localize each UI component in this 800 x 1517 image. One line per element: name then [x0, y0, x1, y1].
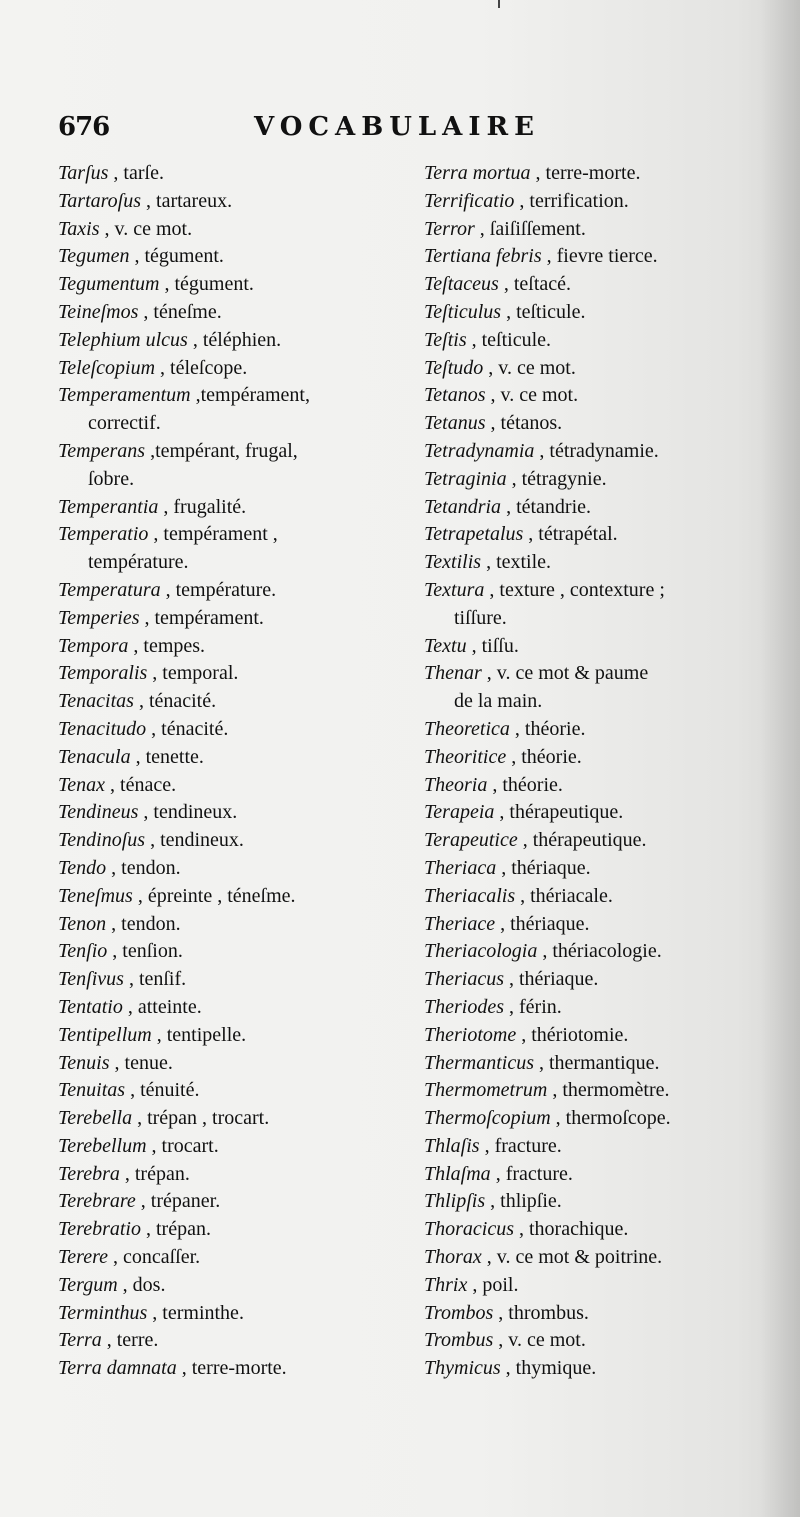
entry-term: Trombus	[424, 1329, 494, 1352]
entry-term: Temperies	[58, 606, 140, 629]
entry-term: Tertiana febris	[424, 245, 542, 268]
entry-definition: , thériotomie.	[521, 1023, 629, 1046]
entry-definition: , ténacité.	[138, 690, 217, 713]
dictionary-entry	[58, 299, 398, 327]
entry-definition: , teſticule.	[506, 300, 586, 323]
entry-definition: , thériacale.	[520, 884, 613, 907]
right-column	[424, 160, 760, 1383]
entry-term: Teneſmus	[58, 884, 133, 907]
dictionary-entry	[58, 827, 398, 855]
dictionary-entry	[424, 1050, 760, 1078]
dictionary-entry	[424, 1133, 760, 1161]
entry-term: Telephium ulcus	[58, 328, 188, 351]
dictionary-entry	[58, 327, 398, 355]
entry-definition: , ſaiſiſſement.	[479, 217, 586, 240]
entry-term: Tegumen	[58, 245, 130, 268]
dictionary-entry	[58, 160, 398, 188]
entry-continuation: ſobre.	[88, 467, 135, 490]
entry-definition: , tempes.	[133, 634, 206, 657]
entry-definition: , v. ce mot & poitrine.	[486, 1246, 663, 1269]
entry-definition: , tétanos.	[490, 412, 563, 435]
entry-term: Theriacalis	[424, 884, 516, 907]
dictionary-entry	[424, 410, 760, 438]
entry-term: Theriace	[424, 912, 496, 935]
dictionary-entry	[424, 1355, 760, 1383]
dictionary-entry	[424, 160, 760, 188]
entry-definition: , v. ce mot.	[104, 217, 193, 240]
entry-term: Terra damnata	[58, 1357, 177, 1380]
entry-definition: , terre-morte.	[181, 1357, 287, 1380]
dictionary-entry	[58, 799, 398, 827]
entry-term: Teſticulus	[424, 300, 502, 323]
dictionary-entry	[424, 577, 760, 633]
entry-term: Theriacus	[424, 968, 504, 991]
entry-term: Tentipellum	[58, 1023, 152, 1046]
entry-term: Theriaca	[424, 856, 497, 879]
entry-definition: , terminthe.	[152, 1301, 244, 1324]
dictionary-entry	[424, 966, 760, 994]
entry-term: Thoracicus	[424, 1218, 514, 1241]
entry-definition: , tétandrie.	[506, 495, 592, 518]
entry-definition: , tégument.	[164, 273, 254, 296]
entry-term: Temperantia	[58, 495, 159, 518]
entry-term: Tempora	[58, 634, 129, 657]
dictionary-entry	[58, 1105, 398, 1133]
dictionary-entry	[424, 883, 760, 911]
dictionary-entry	[58, 1161, 398, 1189]
entry-definition: , v. ce mot.	[488, 356, 576, 379]
dictionary-entry	[58, 271, 398, 299]
dictionary-entry	[424, 299, 760, 327]
entry-definition: , tétrapétal.	[528, 523, 618, 546]
dictionary-entry	[58, 355, 398, 383]
entry-definition: , v. ce mot.	[490, 384, 579, 407]
entry-definition: , v. ce mot.	[498, 1329, 586, 1352]
entry-term: Tenſivus	[58, 968, 124, 991]
dictionary-entry	[424, 355, 760, 383]
entry-term: Tetandria	[424, 495, 502, 518]
entry-term: Tetrapetalus	[424, 523, 524, 546]
dictionary-entry	[58, 688, 398, 716]
entry-term: Tenſio	[58, 940, 108, 963]
dictionary-entry	[424, 243, 760, 271]
entry-definition: , thermantique.	[539, 1051, 660, 1074]
entry-term: Teleſcopium	[58, 356, 156, 379]
entry-definition: , textile.	[486, 551, 552, 574]
entry-definition: , ténuité.	[130, 1079, 200, 1102]
entry-definition: , tenue.	[114, 1051, 173, 1074]
entry-definition: , thymique.	[505, 1357, 597, 1380]
dictionary-entry	[58, 382, 398, 438]
dictionary-entry	[424, 327, 760, 355]
entry-definition: ,tempérament,	[195, 384, 310, 407]
entry-term: Terapeutice	[424, 829, 518, 852]
entry-term: Tetanus	[424, 412, 486, 435]
dictionary-entry	[58, 1077, 398, 1105]
entry-definition: , théorie.	[514, 717, 586, 740]
dictionary-entry	[58, 660, 398, 688]
entry-term: Tenacula	[58, 745, 131, 768]
entry-term: Terebra	[58, 1162, 120, 1185]
entry-term: Tendineus	[58, 801, 139, 824]
dictionary-entry	[58, 243, 398, 271]
entry-term: Tenacitudo	[58, 717, 147, 740]
entry-definition: , thrombus.	[498, 1301, 589, 1324]
dictionary-entry	[424, 633, 760, 661]
entry-term: Textura	[424, 578, 485, 601]
dictionary-entry	[58, 1327, 398, 1355]
dictionary-entry	[424, 382, 760, 410]
entry-definition: , atteinte.	[127, 995, 202, 1018]
dictionary-entry	[424, 772, 760, 800]
entry-definition: , concaſſer.	[113, 1246, 201, 1269]
dictionary-entry	[424, 494, 760, 522]
dictionary-entry	[58, 994, 398, 1022]
dictionary-entry	[424, 827, 760, 855]
entry-definition: , thériaque.	[501, 856, 591, 879]
dictionary-entry	[424, 994, 760, 1022]
entry-definition: , théorie.	[511, 745, 582, 768]
entry-definition: , tendineux.	[143, 801, 238, 824]
entry-definition: , férin.	[509, 995, 562, 1018]
dictionary-entry	[58, 1133, 398, 1161]
entry-term: Tegumentum	[58, 273, 160, 296]
entry-term: Tarſus	[58, 162, 109, 184]
entry-definition: , tiſſu.	[471, 634, 519, 657]
dictionary-entry	[424, 1244, 760, 1272]
entry-definition: , thériacologie.	[542, 940, 662, 963]
dictionary-entry	[58, 1300, 398, 1328]
entry-term: Tendinoſus	[58, 829, 146, 852]
dictionary-entry	[58, 772, 398, 800]
dictionary-entry	[424, 188, 760, 216]
entry-term: Theriodes	[424, 995, 504, 1018]
entry-term: Tenax	[58, 773, 106, 796]
dictionary-entry	[58, 216, 398, 244]
entry-definition: , théorie.	[492, 773, 563, 796]
page-top-mark	[498, 0, 500, 8]
entry-definition: , dos.	[122, 1273, 166, 1296]
dictionary-entry	[58, 883, 398, 911]
entry-definition: , thériaque.	[500, 912, 590, 935]
entry-definition: , tempérament.	[144, 606, 264, 629]
entry-term: Teſtaceus	[424, 273, 499, 296]
entry-term: Tergum	[58, 1273, 118, 1296]
entry-term: Teineſmos	[58, 300, 139, 323]
left-column	[58, 160, 398, 1383]
entry-term: Thlaſma	[424, 1162, 491, 1185]
entry-definition: , tétragynie.	[511, 467, 607, 490]
entry-definition: , tenſif.	[128, 968, 187, 991]
entry-definition: , trépan.	[145, 1218, 211, 1241]
entry-definition: , thlipſie.	[490, 1190, 562, 1213]
entry-definition: , tendon.	[111, 912, 181, 935]
dictionary-entry	[58, 1188, 398, 1216]
entry-term: Tetanos	[424, 384, 486, 407]
entry-term: Terminthus	[58, 1301, 148, 1324]
entry-continuation: température.	[88, 551, 189, 574]
entry-term: Tetradynamia	[424, 439, 535, 462]
dictionary-entry	[424, 1188, 760, 1216]
entry-definition: , teſtacé.	[503, 273, 572, 296]
dictionary-entry	[424, 1161, 760, 1189]
entry-term: Theoria	[424, 773, 488, 796]
entry-term: Trombos	[424, 1301, 494, 1324]
entry-continuation: tiſſure.	[454, 606, 507, 629]
entry-term: Textilis	[424, 551, 482, 574]
dictionary-entry	[58, 911, 398, 939]
entry-term: Tetraginia	[424, 467, 507, 490]
entry-definition: , terrification.	[519, 189, 629, 212]
dictionary-entry	[424, 911, 760, 939]
entry-term: Tendo	[58, 856, 107, 879]
dictionary-entry	[424, 660, 760, 716]
entry-term: Teſtis	[424, 328, 467, 351]
entry-term: Theoritice	[424, 745, 507, 768]
dictionary-entry	[58, 966, 398, 994]
dictionary-entry	[58, 577, 398, 605]
entry-definition: , tégument.	[134, 245, 224, 268]
entry-term: Terra mortua	[424, 162, 531, 184]
entry-definition: , thérapeutique.	[522, 829, 647, 852]
dictionary-entry	[58, 1272, 398, 1300]
dictionary-entry	[424, 1077, 760, 1105]
entry-definition: , température.	[165, 578, 277, 601]
entry-definition: , téleſcope.	[160, 356, 248, 379]
dictionary-entry	[424, 549, 760, 577]
entry-definition: , thermoſcope.	[555, 1107, 671, 1130]
dictionary-entry	[424, 466, 760, 494]
entry-definition: , trocart.	[151, 1134, 219, 1157]
entry-term: Teſtudo	[424, 356, 484, 379]
dictionary-entry	[58, 605, 398, 633]
entry-definition: , tarſe.	[113, 162, 164, 184]
dictionary-entry	[424, 438, 760, 466]
entry-definition: , terre.	[106, 1329, 159, 1352]
dictionary-entry	[424, 1022, 760, 1050]
entry-definition: , tendon.	[111, 856, 181, 879]
entry-definition: , v. ce mot & paume	[486, 662, 649, 685]
entry-term: Thymicus	[424, 1357, 501, 1380]
entry-term: Thorax	[424, 1246, 482, 1269]
dictionary-entry	[58, 744, 398, 772]
entry-term: Terror	[424, 217, 475, 240]
entry-definition: , tenſion.	[112, 940, 183, 963]
entry-term: Terere	[58, 1246, 108, 1269]
dictionary-entry	[424, 744, 760, 772]
page-edge-shadow	[760, 0, 800, 1517]
entry-term: Tartaroſus	[58, 189, 142, 212]
entry-continuation: de la main.	[454, 690, 543, 713]
dictionary-entry	[58, 1355, 398, 1383]
entry-definition: , tentipelle.	[156, 1023, 247, 1046]
entry-term: Terra	[58, 1329, 102, 1352]
entry-definition: , fracture.	[484, 1134, 562, 1157]
entry-definition: , tendineux.	[150, 829, 244, 852]
entry-term: Thermometrum	[424, 1079, 548, 1102]
entry-continuation: correctif.	[88, 412, 161, 435]
entry-definition: , trépan , trocart.	[137, 1107, 270, 1130]
entry-definition: , frugalité.	[163, 495, 247, 518]
entry-definition: , épreinte , téneſme.	[137, 884, 296, 907]
dictionary-entry	[58, 633, 398, 661]
page-number: 676	[58, 112, 110, 142]
entry-definition: , temporal.	[152, 662, 239, 685]
entry-term: Temporalis	[58, 662, 148, 685]
entry-term: Tenuis	[58, 1051, 110, 1074]
dictionary-entry	[424, 855, 760, 883]
entry-term: Temperans	[58, 439, 146, 462]
entry-term: Terebratio	[58, 1218, 141, 1241]
entry-definition: , tétradynamie.	[539, 439, 659, 462]
entry-term: Terebellum	[58, 1134, 147, 1157]
entry-term: Thlipſis	[424, 1190, 486, 1213]
running-title: VOCABULAIRE	[254, 112, 540, 142]
entry-term: Thermanticus	[424, 1051, 534, 1074]
entry-definition: , thérapeutique.	[499, 801, 624, 824]
dictionary-entry	[58, 494, 398, 522]
entry-definition: , trépan.	[124, 1162, 190, 1185]
entry-term: Thenar	[424, 662, 482, 685]
entry-definition: , thermomètre.	[552, 1079, 670, 1102]
dictionary-entry	[58, 188, 398, 216]
dictionary-entry	[58, 1216, 398, 1244]
entry-definition: , texture , contexture ;	[489, 578, 665, 601]
entry-definition: , poil.	[472, 1273, 519, 1296]
dictionary-entry	[424, 271, 760, 299]
entry-definition: , fracture.	[495, 1162, 573, 1185]
dictionary-entry	[424, 521, 760, 549]
entry-term: Temperatio	[58, 523, 149, 546]
dictionary-entry	[424, 1327, 760, 1355]
entry-term: Taxis	[58, 217, 100, 240]
entry-term: Terapeia	[424, 801, 495, 824]
entry-term: Temperatura	[58, 578, 161, 601]
dictionary-entry	[424, 1105, 760, 1133]
entry-definition: , téléphien.	[192, 328, 282, 351]
dictionary-entry	[58, 438, 398, 494]
dictionary-entry	[58, 1244, 398, 1272]
entry-term: Thlaſis	[424, 1134, 480, 1157]
entry-definition: , téneſme.	[143, 300, 222, 323]
entry-definition: , thorachique.	[519, 1218, 629, 1241]
dictionary-entry	[58, 521, 398, 577]
entry-term: Terebrare	[58, 1190, 136, 1213]
dictionary-entry	[424, 1272, 760, 1300]
dictionary-entry	[424, 716, 760, 744]
entry-term: Theoretica	[424, 717, 510, 740]
entry-definition: , tempérament ,	[153, 523, 278, 546]
dictionary-entry	[58, 1022, 398, 1050]
entry-term: Terrificatio	[424, 189, 515, 212]
entry-definition: ,tempérant, frugal,	[150, 439, 298, 462]
entry-definition: , terre-morte.	[535, 162, 641, 184]
entry-definition: , trépaner.	[140, 1190, 221, 1213]
dictionary-entry	[424, 216, 760, 244]
dictionary-entry	[58, 716, 398, 744]
entry-term: Textu	[424, 634, 467, 657]
entry-definition: , ténacité.	[151, 717, 229, 740]
entry-definition: , thériaque.	[509, 968, 599, 991]
dictionary-entry	[58, 855, 398, 883]
dictionary-entry	[424, 938, 760, 966]
page-header	[58, 112, 758, 152]
entry-definition: , ténace.	[110, 773, 177, 796]
entry-term: Tenuitas	[58, 1079, 126, 1102]
dictionary-entry	[424, 799, 760, 827]
dictionary-entry	[424, 1300, 760, 1328]
entry-term: Tenacitas	[58, 690, 134, 713]
entry-term: Terebella	[58, 1107, 133, 1130]
entry-term: Thrix	[424, 1273, 468, 1296]
entry-definition: , fievre tierce.	[546, 245, 658, 268]
entry-term: Theriotome	[424, 1023, 517, 1046]
dictionary-entry	[424, 1216, 760, 1244]
entry-term: Thermoſcopium	[424, 1107, 551, 1130]
entry-term: Temperamentum	[58, 384, 191, 407]
entry-term: Tenon	[58, 912, 107, 935]
entry-definition: , tartareux.	[146, 189, 233, 212]
dictionary-entry	[58, 1050, 398, 1078]
entry-definition: , tenette.	[135, 745, 204, 768]
entry-term: Tentatio	[58, 995, 123, 1018]
entry-definition: , teſticule.	[471, 328, 552, 351]
dictionary-entry	[58, 938, 398, 966]
entry-term: Theriacologia	[424, 940, 538, 963]
